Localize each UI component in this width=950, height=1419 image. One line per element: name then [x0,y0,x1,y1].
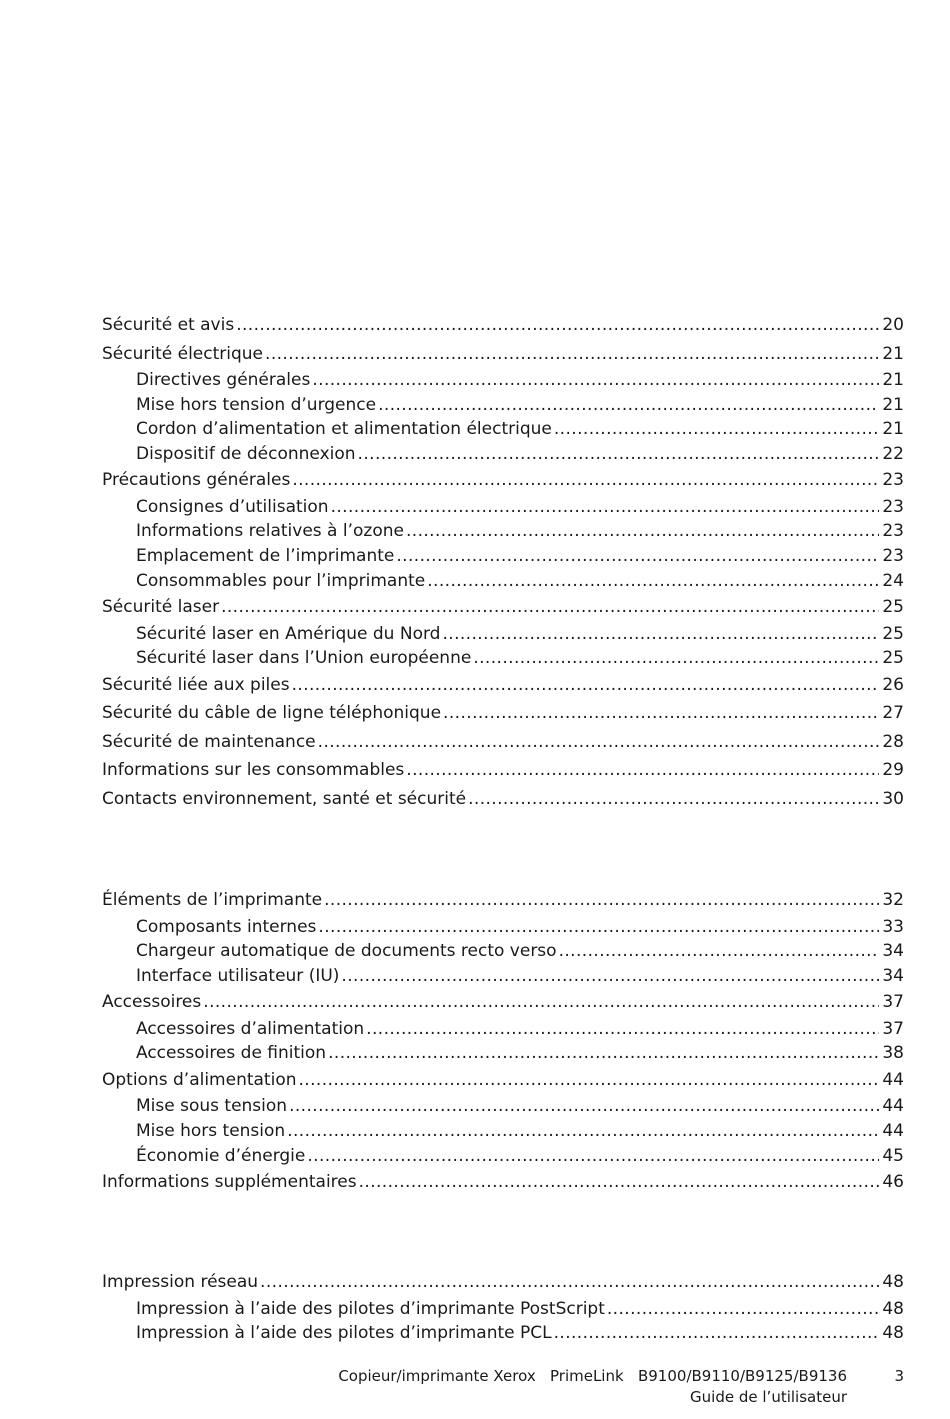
toc-entry-title: Informations relatives à l’ozone [136,521,404,542]
toc-entry-page-number: 22 [882,443,904,464]
toc-entry-title: Sécurité du câble de ligne téléphonique [102,703,442,724]
toc-dot-leader [331,495,879,520]
toc-entry[interactable] [102,1119,904,1144]
toc-entry[interactable] [102,1168,904,1197]
toc-entry-title: Impression à l’aide des pilotes d’imprimante PCL [136,1323,552,1344]
toc-entry-title: Précautions générales [102,470,291,491]
toc-entry[interactable] [102,1041,904,1066]
toc-entry[interactable] [102,466,904,495]
toc-entry-page-number: 34 [882,965,904,986]
toc-entry-page-number: 38 [882,1043,904,1064]
toc-entry-title: Impression réseau [102,1272,259,1292]
toc-entry[interactable] [102,699,904,728]
toc-entry[interactable] [102,1144,904,1169]
toc-dot-leader [287,1119,879,1144]
toc-dot-leader [221,593,879,622]
toc-dot-leader [292,671,879,700]
toc-entry[interactable] [102,1321,904,1346]
toc-entry-page-number: 21 [882,370,904,390]
toc-dot-leader [292,466,879,495]
toc-entry-title: Contacts environnement, santé et sécurité [102,788,467,809]
toc-dot-leader [341,964,879,989]
toc-entry[interactable] [102,340,904,369]
toc-entry-title: Accessoires [102,992,202,1013]
toc-entry-title: Sécurité électrique [102,343,264,364]
toc-dot-leader [358,442,879,467]
toc-entry-title: Informations supplémentaires [102,1172,357,1193]
toc-entry-title: Consommables pour l’imprimante [136,570,426,591]
toc-entry[interactable] [102,785,904,814]
toc-entry-page-number: 23 [882,546,904,567]
toc-entry[interactable] [102,393,904,418]
toc-entry[interactable] [102,593,904,622]
toc-dot-leader [554,1321,879,1346]
toc-dot-leader [378,393,879,418]
toc-entry-page-number: 44 [882,1121,904,1142]
footer-product-name: Copieur/imprimante Xerox PrimeLink B9100/B9110/B9125/B9136 [338,1367,847,1385]
toc-entry-title: Mise hors tension [136,1121,286,1142]
toc-dot-leader [359,1168,879,1197]
toc-entry-title: Sécurité laser dans l’Union européenne [136,648,472,669]
toc-entry-title: Consignes d’utilisation [136,496,329,517]
toc-entry[interactable] [102,1268,904,1297]
toc-entry-page-number: 37 [882,1018,904,1039]
toc-entry-title: Mise sous tension [136,1096,288,1117]
toc-entry-page-number: 30 [882,788,904,809]
toc-dot-leader [236,311,879,340]
toc-entry-title: Composants internes [136,916,317,937]
toc-entry-page-number: 28 [882,731,904,752]
toc-entry-title: Cordon d’alimentation et alimentation électrique [136,419,552,440]
toc-entry[interactable] [102,544,904,569]
toc-dot-leader [312,368,879,393]
toc-entry-page-number: 21 [882,419,904,440]
toc-dot-leader [554,417,879,442]
footer-page-number: 3 [894,1367,904,1385]
toc-entry[interactable] [102,442,904,467]
toc-entry-title: Accessoires d’alimentation [136,1018,365,1039]
toc-entry-page-number: 46 [882,1172,904,1193]
toc-dot-leader [559,939,879,964]
toc-dot-leader [468,785,879,814]
toc-dot-leader [324,886,879,915]
toc-entry-page-number: 48 [882,1323,904,1344]
toc-entry[interactable] [102,1066,904,1095]
toc-section-safety [102,311,904,813]
toc-entry-title: Directives générales [136,370,311,390]
toc-entry-page-number: 23 [882,470,904,491]
toc-dot-leader [406,519,879,544]
toc-entry-page-number: 44 [882,1069,904,1090]
toc-entry[interactable] [102,417,904,442]
toc-dot-leader [396,544,879,569]
toc-entry-page-number: 34 [882,941,904,962]
toc-entry-page-number: 24 [882,570,904,591]
footer-guide-title: Guide de l’utilisateur [690,1388,847,1406]
toc-entry[interactable] [102,886,904,915]
toc-dot-leader [260,1268,879,1297]
toc-entry[interactable] [102,988,904,1017]
toc-entry-title: Sécurité liée aux piles [102,674,290,695]
toc-entry[interactable] [102,569,904,594]
toc-entry[interactable] [102,495,904,520]
toc-entry-title: Options d’alimentation [102,1069,297,1090]
toc-entry-title: Impression à l’aide des pilotes d’imprimante PostScript [136,1298,605,1319]
toc-dot-leader [427,569,879,594]
toc-dot-leader [473,646,879,671]
toc-entry-page-number: 26 [882,674,904,695]
toc-entry-title: Emplacement de l’imprimante [136,546,395,567]
toc-entry-title: Dispositif de déconnexion [136,443,356,464]
toc-entry-title: Sécurité et avis [102,315,235,335]
toc-entry-page-number: 23 [882,496,904,517]
toc-entry[interactable] [102,964,904,989]
toc-entry-page-number: 48 [882,1298,904,1319]
toc-dot-leader [265,340,879,369]
toc-dot-leader [307,1144,879,1169]
toc-entry-page-number: 33 [882,916,904,937]
toc-entry[interactable] [102,311,904,340]
page-footer [280,1366,904,1410]
toc-entry[interactable] [102,728,904,757]
toc-entry[interactable] [102,756,904,785]
toc-dot-leader [203,988,879,1017]
toc-dot-leader [442,622,879,647]
toc-dot-leader [318,915,879,940]
toc-dot-leader [406,756,879,785]
toc-entry-page-number: 21 [882,394,904,415]
toc-entry-title: Interface utilisateur (IU) [136,965,340,986]
toc-entry[interactable] [102,622,904,647]
toc-entry[interactable] [102,915,904,940]
toc-entry[interactable] [102,646,904,671]
toc-dot-leader [366,1017,879,1042]
toc-entry[interactable] [102,368,904,393]
toc-dot-leader [318,728,879,757]
toc-entry[interactable] [102,1297,904,1322]
toc-entry-page-number: 23 [882,521,904,542]
toc-entry-page-number: 25 [882,623,904,644]
toc-entry[interactable] [102,1017,904,1042]
toc-section-printer-features [102,886,904,1197]
toc-entry-title: Sécurité de maintenance [102,731,316,752]
toc-entry-page-number: 29 [882,760,904,781]
toc-entry-title: Sécurité laser en Amérique du Nord [136,623,441,644]
toc-entry-page-number: 25 [882,597,904,618]
toc-entry-page-number: 20 [882,315,904,335]
toc-dot-leader [328,1041,879,1066]
toc-entry-title: Chargeur automatique de documents recto verso [136,941,557,962]
toc-entry-page-number: 21 [882,343,904,364]
toc-dot-leader [289,1094,879,1119]
toc-entry[interactable] [102,671,904,700]
toc-entry-page-number: 32 [882,890,904,910]
toc-dot-leader [299,1066,880,1095]
toc-entry-title: Éléments de l’imprimante [102,890,323,910]
toc-entry-title: Sécurité laser [102,597,220,618]
toc-entry-page-number: 48 [882,1272,904,1292]
toc-entry-title: Informations sur les consommables [102,760,405,781]
toc-entry-title: Mise hors tension d’urgence [136,394,377,415]
toc-dot-leader [607,1297,879,1322]
toc-entry-page-number: 44 [882,1096,904,1117]
toc-entry-title: Économie d’énergie [136,1145,306,1166]
toc-entry[interactable] [102,519,904,544]
toc-entry-page-number: 45 [882,1145,904,1166]
toc-entry-page-number: 25 [882,648,904,669]
toc-section-network-printing [102,1268,904,1346]
toc-dot-leader [443,699,879,728]
toc-entry[interactable] [102,939,904,964]
toc-entry-title: Accessoires de finition [136,1043,327,1064]
toc-entry-page-number: 37 [882,992,904,1013]
toc-entry-page-number: 27 [882,703,904,724]
toc-entry[interactable] [102,1094,904,1119]
